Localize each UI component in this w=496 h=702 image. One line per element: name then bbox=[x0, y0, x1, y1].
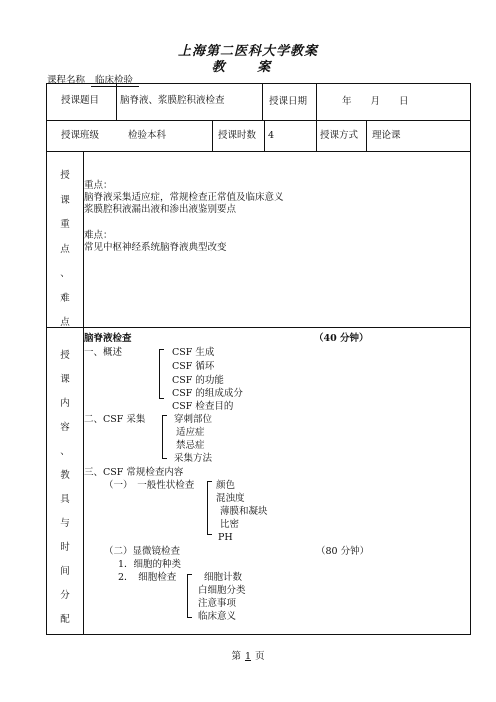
table-rule bbox=[212, 120, 213, 151]
key-heading: 重点： bbox=[84, 180, 113, 191]
general-exam-label: （一） 一般性状检查 bbox=[104, 480, 195, 491]
general-exam-item: 颜色 bbox=[216, 480, 236, 491]
table-rule bbox=[46, 327, 470, 328]
section-title: 脑脊液检查 bbox=[84, 333, 132, 344]
collection-item: CSF 检查目的 bbox=[172, 401, 234, 412]
collection-item: 穿刺部位 bbox=[174, 414, 213, 425]
overview-label: 一、概述 bbox=[84, 347, 123, 358]
page-footer bbox=[0, 648, 496, 662]
method-value: 理论课 bbox=[372, 130, 401, 141]
table-rule bbox=[316, 120, 317, 151]
table-rule bbox=[46, 83, 47, 634]
table-rule bbox=[264, 120, 265, 151]
microscopy-item: 2． 细胞检查 bbox=[118, 572, 177, 583]
overview-item: CSF 生成 bbox=[172, 347, 215, 358]
difficult-heading: 难点： bbox=[84, 230, 113, 241]
course-name-value: 临床检验 bbox=[91, 72, 139, 87]
table-rule bbox=[470, 83, 471, 635]
microscopy-label: （二）显微镜检查 bbox=[104, 546, 181, 557]
hours-label: 授课时数 bbox=[218, 130, 257, 141]
overview-item: CSF 的组成成分 bbox=[172, 388, 243, 399]
hours-value: 4 bbox=[268, 130, 275, 141]
table-rule bbox=[46, 151, 470, 152]
csf-collection-label: 二、CSF 采集 bbox=[84, 414, 146, 425]
content-side-label: 授 课 内 容 、 教 具 与 时 间 分 配 bbox=[60, 350, 70, 625]
cell-exam-item: 白细胞分类 bbox=[198, 585, 246, 596]
cell-exam-item: 临床意义 bbox=[198, 611, 237, 622]
table-rule bbox=[316, 83, 317, 120]
brace-icon bbox=[159, 349, 160, 399]
key-points-side-label: 授 课 重 点 、 难 点 bbox=[60, 170, 70, 328]
table-rule bbox=[116, 83, 117, 120]
table-rule bbox=[83, 151, 84, 634]
page-number: 1 bbox=[244, 651, 252, 662]
collection-item: 禁忌症 bbox=[176, 440, 205, 451]
table-rule bbox=[366, 120, 367, 151]
general-exam-item: 薄膜和凝块 bbox=[220, 506, 268, 517]
date-label: 授课日期 bbox=[269, 96, 308, 107]
date-value: 年 月 日 bbox=[342, 96, 409, 107]
lesson-plan-table bbox=[46, 83, 470, 634]
course-name-label: 课程名称 bbox=[47, 75, 86, 86]
topic-label: 授课题目 bbox=[61, 95, 100, 106]
section-time: （40 分钟） bbox=[314, 333, 369, 344]
microscopy-item: 1．细胞的种类 bbox=[118, 559, 182, 570]
brace-icon bbox=[187, 574, 188, 618]
class-value: 检验本科 bbox=[128, 130, 167, 141]
table-rule bbox=[46, 634, 470, 635]
collection-item: 采集方法 bbox=[174, 453, 213, 464]
topic-value: 脑脊液、浆膜腔积液检查 bbox=[120, 95, 225, 106]
method-label: 授课方式 bbox=[320, 130, 359, 141]
doc-type-title: 教 案 bbox=[211, 60, 285, 75]
cell-exam-item: 细胞计数 bbox=[204, 572, 243, 583]
page-suffix: 页 bbox=[255, 651, 265, 662]
microscopy-time: （80 分钟） bbox=[316, 546, 370, 557]
brace-icon bbox=[207, 481, 208, 535]
difficult-item: 常见中枢神经系统脑脊液典型改变 bbox=[84, 242, 227, 253]
key-item: 浆膜腔积液漏出液和渗出液鉴别要点 bbox=[84, 204, 237, 215]
table-rule bbox=[262, 83, 263, 120]
general-exam-item: PH bbox=[218, 532, 233, 543]
school-title: 上海第二医科大学教案 bbox=[177, 44, 318, 59]
routine-exam-label: 三、CSF 常规检查内容 bbox=[84, 467, 184, 478]
collection-item: 适应症 bbox=[176, 427, 205, 438]
brace-icon bbox=[162, 415, 163, 459]
general-exam-item: 混浊度 bbox=[216, 493, 245, 504]
overview-item: CSF 循环 bbox=[172, 361, 215, 372]
cell-exam-item: 注意事项 bbox=[198, 598, 237, 609]
class-label: 授课班级 bbox=[61, 130, 100, 141]
page-prefix: 第 bbox=[231, 651, 241, 662]
overview-item: CSF 的功能 bbox=[172, 375, 224, 386]
table-rule bbox=[46, 120, 470, 121]
key-item: 脑脊液采集适应症，常规检查正常值及临床意义 bbox=[84, 192, 284, 203]
general-exam-item: 比密 bbox=[220, 519, 240, 530]
table-rule bbox=[46, 83, 470, 84]
